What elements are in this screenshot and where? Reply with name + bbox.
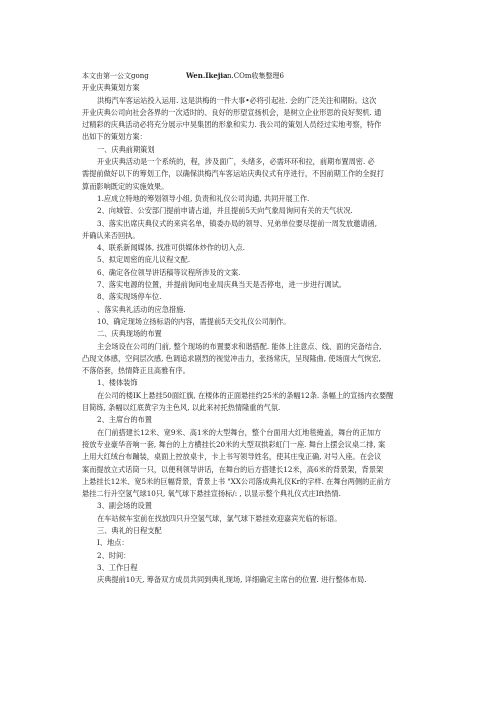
text-line: 上用大红绒台布蹦装，桌面上控放桌卡，卡上书写领导姓名，使其庄曳正确, 对号入座。在会议 [82,452,382,462]
text-line: 需提前做好以下的筹划工作，以确保洪梅汽车客运站庆典仪式有序进行，不因前期工作的全捉打 [82,169,384,179]
text-line: 2、时间： [97,550,131,560]
document-body [82,70,434,586]
text-line: 算而影响既定的实施效果。 [82,181,169,191]
text-line: 2、主席台的布置 [97,415,152,425]
text-line: 3、工作日程 [97,562,138,572]
header-part-1: 本文由第一公文gong [82,72,149,80]
text-line: 在车站候车室前在找放四只升空氢气球，氯气球下悬挂欢迎嘉宾光临的标语。 [97,513,342,523]
text-line: 庆典提前10天, 筹备双方成员共同到典礼现场, 详细确定主席台的位置. 进行整体布局. [97,575,367,585]
header-part-2: Wen.Ikejia [186,71,228,80]
text-line: 3、落实出席庆典仪式的来宾名单，镇委办局的领导、兄弟单位要尽提前一周发放邀请函, [97,218,377,228]
text-line: 2、向城管、公安部门提前申请占道，并且提前5天向气象局询问有关的天气状况. [97,206,353,216]
text-line: 在公司的楼IK上悬挂50面红旗, 在楼体的正面悬挂约25米的条幅12条. 条幅上的宣扬内衣要醒 [97,390,394,400]
text-line: 4、联系新闻媒体, 找准可供媒体炒作的切入点. [97,243,245,253]
text-line: 上悬挂长12米、宽5米的巨幅背景，背景上书 "XX公司落成典礼仪Kr的字样. 在舞台两侧的正前方 [82,476,391,486]
text-line: 洪梅汽车客运站投入运用. 这是洪梅的一件大事•必将引起社. 会的广泛关注和期盼。这次 [97,95,377,105]
text-line: 目简练, 条幅以红底黄字为主色风, 以此来衬托热情隆重的气氛. [82,403,281,413]
text-line: 10、确定现场立扬标语的内容，需提前5天交礼仪公司制作。 [97,316,291,326]
text-line: 开业庆典策划方案 [82,83,140,93]
text-line: 过精彩的庆典活动必将充分展示中昊集团的形象和实力. 我公司的策划人员经过实地考察，特作 [82,120,382,130]
text-line: 一、庆典前期策划 [97,144,155,154]
text-line: 二、庆典现场的布置 [97,329,162,339]
text-line: 接放专业豪华音响一套, 舞台的上方横挂长20米的大型双拱彩虹门一座. 舞台上摆会议桌二排, 案 [82,439,386,449]
text-line: I、地点： [97,538,129,548]
text-line: 开业庆典公司向社会各界的一次适时的、良好的形望宣扬机会，是树立企业形思的良好契机. 通 [82,107,382,117]
text-line: 开业庆典活动是一个系统的，程，涉及面广，头绪多，必需环环和拉，前期布置周密. 必 [97,157,375,167]
header-part-3: n.COm收集整理6 [227,72,284,80]
text-line: 7、落实电源的位置，并提前询问电业局庆典当天是否停电，进一步进行调试。 [97,280,346,290]
text-line: 6、确定各位领导讲话稿等议程所涉及的文案. [97,267,241,277]
text-line: 并确认来否回执。 [82,230,140,240]
text-line: 5、拟定周密的庇儿议程文配. [97,255,191,265]
text-line: 凸现文体感，空间层次感, 色调追求剧烈的视觉冲击力，张扬常庆，呈现隆曲, 使场面大气恢宏, [82,353,381,363]
text-line: 案而提放立式话筒一只，以便利领导讲话，在舞台的后方搭建长12米，高6米的背景架，背景架 [82,464,384,474]
text-line: 出如下的策划方案： [82,132,147,142]
document-header [82,70,434,82]
text-line: 、落实典礼活动的应急措施. [97,304,186,314]
paragraph-lines [82,82,434,586]
text-line: 在门前搭建长12米、宽9米、高1米的大型舞台，整个台面用大红地毯掩盖，舞台的正加方 [97,427,382,437]
text-line: 悬挂二行升空氢气球10只, 氧气球下悬挂宣扬标/: , 以显示整个典礼仪式庄Ift热情. [82,489,341,499]
text-line: 主会场设在公司的门前, 整个现场的布置要求和谐搭配. 能体上注意点、线、面的完备结合, [97,341,382,351]
text-line: 3、副会场的设置 [97,501,152,511]
text-line: 8、落实现场停车位. [97,292,162,302]
text-line: 不落俗套，热情降正且高雅有序。 [82,366,190,376]
text-line: 1.应成立特地的筹划领导小组, 负责和礼仪公司沟通, 共同开展工作. [97,193,310,203]
text-line: 1、楼体装饰 [97,378,138,388]
text-line: 三、典礼的日程支配 [97,525,162,535]
